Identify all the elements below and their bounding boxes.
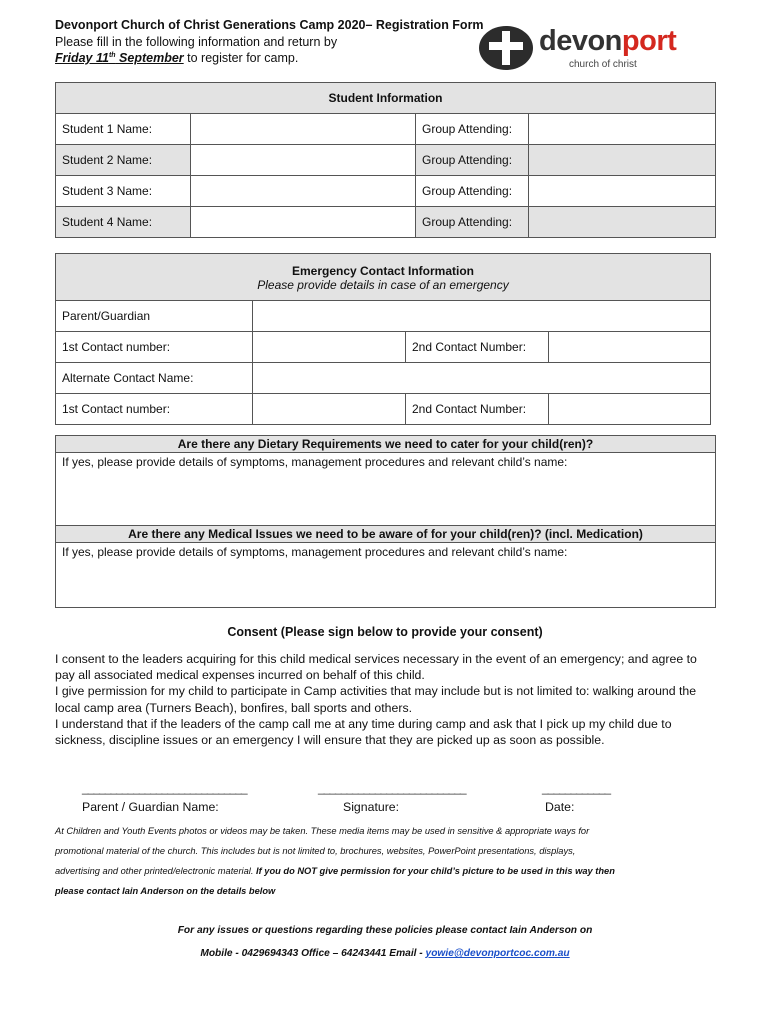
email-link[interactable]: yowie@devonportcoc.com.au: [425, 948, 570, 959]
parent-name-line[interactable]: _____________________________: [82, 781, 247, 795]
signature-label: Signature:: [343, 800, 400, 814]
alt-second-contact-label: 2nd Contact Number:: [406, 394, 549, 425]
parent-name-label: Parent / Guardian Name:: [82, 800, 219, 814]
instructions-line1: Please fill in the following information and return by: [55, 35, 338, 49]
instructions-line2: Friday 11th September to register for camp.: [55, 51, 299, 65]
second-contact-field[interactable]: [549, 332, 711, 363]
dietary-details-field[interactable]: [56, 453, 716, 526]
group-3-field[interactable]: [529, 176, 716, 207]
group-1-label: Group Attending:: [416, 114, 529, 145]
alt-first-contact-label: 1st Contact number:: [56, 394, 253, 425]
parent-guardian-label: Parent/Guardian: [56, 301, 253, 332]
consent-paragraph-2: I give permission for my child to participate in Camp activities that may include but is not limited to: walking around the local camp area (Turners Beach), bonfires, ball sports and others.: [55, 684, 697, 715]
dietary-medical-table: [55, 435, 716, 608]
dietary-prompt: If yes, please provide details of symptoms, management procedures and relevant child’s name:: [62, 455, 568, 469]
contact-line-1: For any issues or questions regarding these policies please contact Iain Anderson on: [177, 925, 593, 936]
emergency-contact-table: [55, 253, 711, 425]
church-logo: devonport church of christ: [477, 25, 677, 71]
student-3-name-field[interactable]: [191, 176, 416, 207]
parent-guardian-field[interactable]: [253, 301, 711, 332]
alternate-contact-label: Alternate Contact Name:: [56, 363, 253, 394]
medical-details-field[interactable]: [56, 543, 716, 608]
deadline-date: Friday 11th September: [55, 51, 184, 65]
second-contact-label: 2nd Contact Number:: [406, 332, 549, 363]
student-3-label: Student 3 Name:: [56, 176, 191, 207]
group-4-field[interactable]: [529, 207, 716, 238]
group-4-label: Group Attending:: [416, 207, 529, 238]
date-label: Date:: [545, 800, 575, 814]
emergency-subtitle: Please provide details in case of an emergency: [257, 278, 509, 292]
dietary-header: Are there any Dietary Requirements we need to cater for your child(ren)?: [56, 436, 716, 453]
alt-second-contact-field[interactable]: [549, 394, 711, 425]
consent-title: Consent (Please sign below to provide your consent): [227, 625, 543, 639]
first-contact-field[interactable]: [253, 332, 406, 363]
emergency-header: Emergency Contact Information Please provide details in case of an emergency: [56, 254, 711, 301]
alt-first-contact-field[interactable]: [253, 394, 406, 425]
student-info-header: Student Information: [56, 83, 716, 114]
first-contact-label: 1st Contact number:: [56, 332, 253, 363]
signature-line[interactable]: __________________________: [318, 781, 466, 795]
cross-emblem-icon: [477, 25, 535, 71]
group-2-field[interactable]: [529, 145, 716, 176]
logo-subtitle: church of christ: [569, 59, 637, 70]
group-1-field[interactable]: [529, 114, 716, 145]
contact-line-2: Mobile - 0429694343 Office – 64243441 Email - yowie@devonportcoc.com.au: [200, 948, 570, 959]
media-note: At Children and Youth Events photos or videos may be taken. These media items may be used in sensitive & appropriate ways for promotional material of the church. This includes but is not limited to, brochures, websites, PowerPoint presentations, displays, advertising and other printed/electronic material. If you do NOT give permission for your child’s picture to be used in this way then please contact Iain Anderson on the details below: [55, 826, 615, 896]
group-2-label: Group Attending:: [416, 145, 529, 176]
consent-paragraph-3: I understand that if the leaders of the camp call me at any time during camp and ask that I pick up my child due to sickness, discipline issues or an emergency I will ensure that they are picked up as soon as possible.: [55, 716, 672, 748]
student-2-name-field[interactable]: [191, 145, 416, 176]
group-3-label: Group Attending:: [416, 176, 529, 207]
student-1-name-field[interactable]: [191, 114, 416, 145]
medical-prompt: If yes, please provide details of symptoms, management procedures and relevant child’s name:: [62, 545, 568, 559]
student-2-label: Student 2 Name:: [56, 145, 191, 176]
medical-header: Are there any Medical Issues we need to be aware of for your child(ren)? (incl. Medication): [56, 526, 716, 543]
form-title: Devonport Church of Christ Generations Camp 2020– Registration Form: [55, 18, 484, 32]
consent-paragraph-1: I consent to the leaders acquiring for this child medical services necessary in the event of an emergency; and agree to pay all associated medical expenses incurred on behalf of this child.: [55, 652, 697, 683]
date-line[interactable]: ____________: [542, 781, 611, 795]
alternate-contact-field[interactable]: [253, 363, 711, 394]
consent-body: [55, 651, 720, 748]
student-4-label: Student 4 Name:: [56, 207, 191, 238]
student-information-table: [55, 82, 716, 238]
student-4-name-field[interactable]: [191, 207, 416, 238]
student-1-label: Student 1 Name:: [56, 114, 191, 145]
